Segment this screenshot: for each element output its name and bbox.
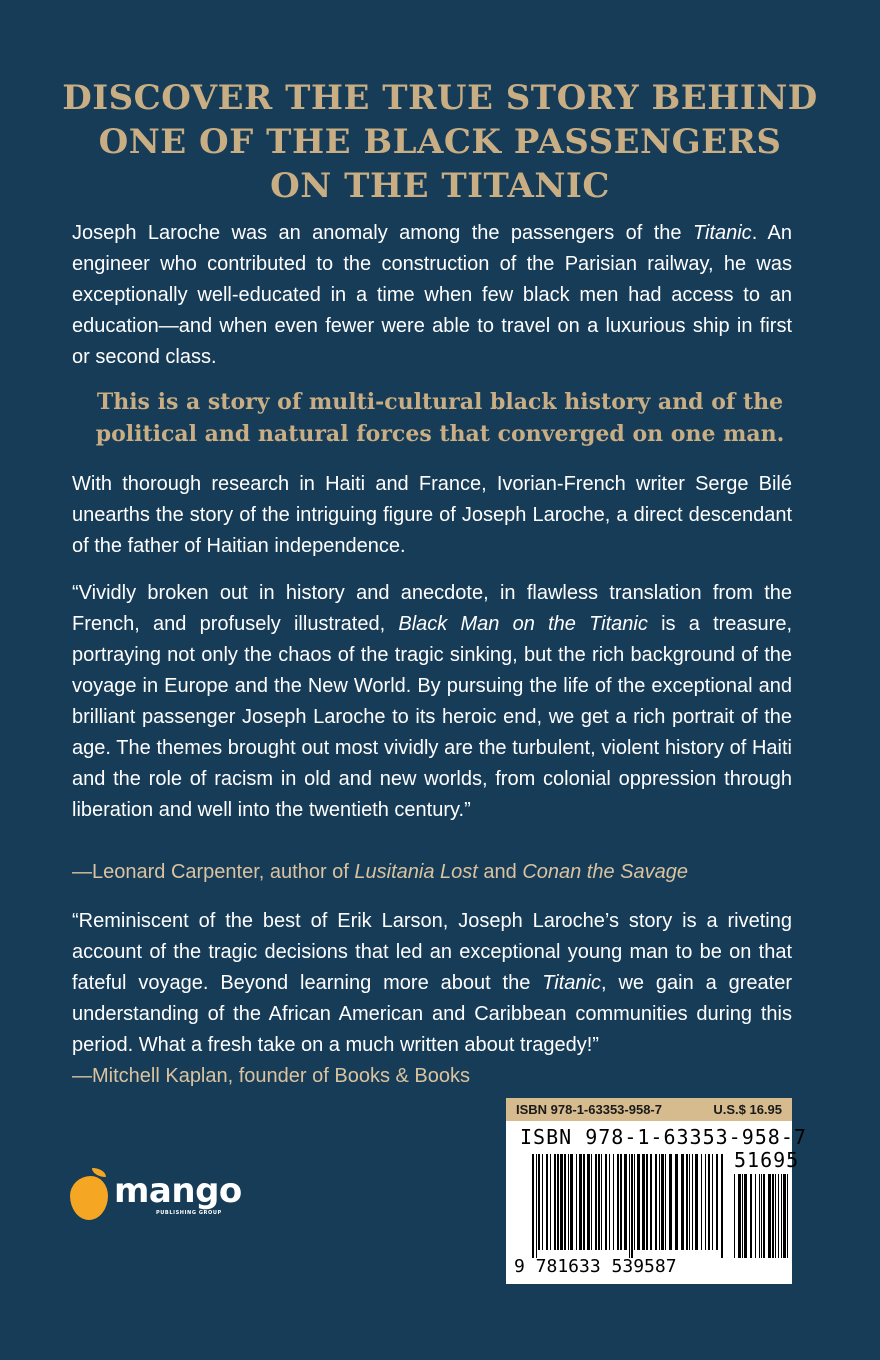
quote2-italic-titanic: Titanic (542, 972, 601, 994)
tagline (60, 386, 820, 450)
tagline-line-1: This is a story of multi-cultural black history and of the (96, 389, 784, 415)
research-paragraph: With thorough research in Haiti and France, Ivorian-French writer Serge Bilé unearths the story of the intriguing figure of Joseph Laroche, a direct descendant of the father of Haitian independence. (72, 473, 792, 557)
ean-digits: 9 781633 539587 (514, 1256, 677, 1277)
barcode-bar (564, 1154, 566, 1250)
mango-fruit-icon (70, 1176, 108, 1220)
intro-text-2: . An engineer who contributed to the construction of the Parisian railway, he was exceptionally well-educated in a time when few black men had access to an education—and when even fewer were able to travel on a luxurious ship in first or second class. (72, 222, 792, 368)
barcode-bar (570, 1154, 573, 1250)
quote1-text-2: is a treasure, portraying not only the chaos of the tragic sinking, but the rich background of the voyage in Europe and the New World. By pursuing the life of the exceptional and brilliant passenger Joseph Laroche to its heroic end, we get a rich portrait of the age. The themes brought out most vividly are the turbulent, violent history of Haiti and the role of racism in old and new worlds, from colonial oppression through liberation and well into the twentieth century.” (72, 613, 792, 821)
barcode-bar (661, 1154, 664, 1250)
publisher-name: mango (114, 1171, 242, 1211)
barcode-bar (768, 1174, 771, 1258)
barcode-bar (595, 1154, 597, 1250)
barcode-bar (763, 1174, 765, 1258)
barcode-bar (617, 1154, 619, 1250)
barcode-bar (675, 1154, 678, 1250)
attribution-carpenter (72, 857, 792, 888)
intro-paragraph (72, 218, 792, 373)
barcode-bar (579, 1154, 582, 1250)
barcode-bar (755, 1174, 756, 1258)
barcode-bar (620, 1154, 622, 1250)
publisher-subtitle: PUBLISHING GROUP (156, 1210, 222, 1216)
attr1-italic-lusitania: Lusitania Lost (354, 861, 478, 883)
barcode-bar (781, 1174, 782, 1258)
quote-carpenter (72, 578, 792, 826)
barcode-bar (536, 1154, 537, 1258)
barcode-bar (665, 1154, 666, 1250)
barcode-bar (759, 1174, 760, 1258)
addon-bars (734, 1174, 788, 1258)
barcode-bar (550, 1154, 551, 1250)
barcode-bar (538, 1154, 540, 1250)
barcode-bar (772, 1174, 774, 1258)
barcode-bar (568, 1154, 569, 1250)
barcode-bar (598, 1154, 600, 1250)
barcode-bar (655, 1154, 657, 1250)
publisher-logo (70, 1168, 250, 1224)
barcode-bar (624, 1154, 627, 1250)
barcode-bar (609, 1154, 610, 1250)
barcode-bar (689, 1154, 690, 1250)
barcode-bar (560, 1154, 563, 1250)
barcode-bar (750, 1174, 752, 1258)
barcode-bar (705, 1154, 706, 1250)
barcode-bar (591, 1154, 592, 1250)
barcode-bar (695, 1154, 698, 1250)
addon-number: 51695 (734, 1148, 800, 1172)
barcode-bar (637, 1154, 640, 1250)
barcode-bar (605, 1154, 607, 1250)
barcode-bar (650, 1154, 652, 1250)
quote-kaplan (72, 906, 792, 1061)
barcode-bar (716, 1154, 718, 1250)
intro-text-1: Joseph Laroche was an anomaly among the passengers of the (72, 222, 693, 244)
intro-italic-titanic: Titanic (692, 222, 752, 244)
barcode-bar (708, 1154, 710, 1250)
isbn-label: ISBN 978-1-63353-958-7 (516, 1102, 662, 1117)
price-label: U.S.$ 16.95 (713, 1102, 782, 1117)
barcode-bar (576, 1154, 577, 1250)
attr1-text-2: and (477, 861, 523, 883)
barcode-bar (546, 1154, 548, 1250)
barcode-bar (692, 1154, 693, 1250)
barcode-bar (701, 1154, 702, 1250)
headline-line-1: DISCOVER THE TRUE STORY BEHIND (62, 78, 818, 118)
ean-bars (532, 1154, 723, 1258)
barcode-bar (613, 1154, 614, 1250)
quote1-italic-title: Black Man on the Titanic (398, 613, 648, 635)
barcode-bar (681, 1154, 684, 1250)
barcode-bar (761, 1174, 762, 1258)
barcode-bar (742, 1174, 743, 1258)
barcode-bar (587, 1154, 590, 1250)
barcode-bar (629, 1154, 630, 1258)
attr1-text-1: —Leonard Carpenter, author of (72, 861, 355, 883)
quote1-text-1: “Vividly broken out in history and anecdote, in flawless translation from the French, and profusely illustrated, (72, 582, 792, 635)
barcode-bar (634, 1154, 635, 1250)
barcode-bar (778, 1174, 779, 1258)
barcode-bar (721, 1154, 723, 1258)
quote2-text-2: , we gain a greater understanding of the African American and Caribbean communities during this period. What a fresh take on a much written about tragedy!” (72, 972, 793, 1056)
barcode-bar (532, 1154, 534, 1258)
barcode-bar (601, 1154, 602, 1250)
barcode-bar (542, 1154, 543, 1250)
barcode-bar (557, 1154, 559, 1250)
attr1-italic-conan: Conan the Savage (522, 861, 688, 883)
headline-line-2: ONE OF THE BLACK PASSENGERS (98, 122, 782, 162)
barcode-bar (775, 1174, 776, 1258)
barcode-bar (738, 1174, 741, 1258)
barcode-bar (734, 1174, 735, 1258)
barcode-box (506, 1098, 807, 1284)
barcode-bar (642, 1154, 645, 1250)
barcode-bar (583, 1154, 585, 1250)
isbn-large: ISBN 978-1-63353-958-7 (520, 1125, 807, 1149)
barcode-bar (659, 1154, 660, 1250)
attribution-kaplan: —Mitchell Kaplan, founder of Books & Books (72, 1065, 470, 1087)
barcode-bar (554, 1154, 556, 1250)
barcode-bar (686, 1154, 688, 1250)
barcode-bar (631, 1154, 633, 1258)
headline-line-3: ON THE TITANIC (270, 166, 610, 206)
barcode-bar (783, 1174, 786, 1258)
headline (60, 76, 820, 208)
quote2-text-1: “Reminiscent of the best of Erik Larson, Joseph Laroche’s story is a riveting account of the tragic decisions that led an exceptional young man to be on that fateful voyage. Beyond learning more about the (72, 910, 792, 994)
barcode-bar (669, 1154, 672, 1250)
barcode-bar (712, 1154, 713, 1250)
barcode-bar (787, 1174, 788, 1258)
barcode-bar (646, 1154, 648, 1250)
barcode-bar (744, 1174, 747, 1258)
tagline-line-2: political and natural forces that converged on one man. (95, 421, 785, 447)
